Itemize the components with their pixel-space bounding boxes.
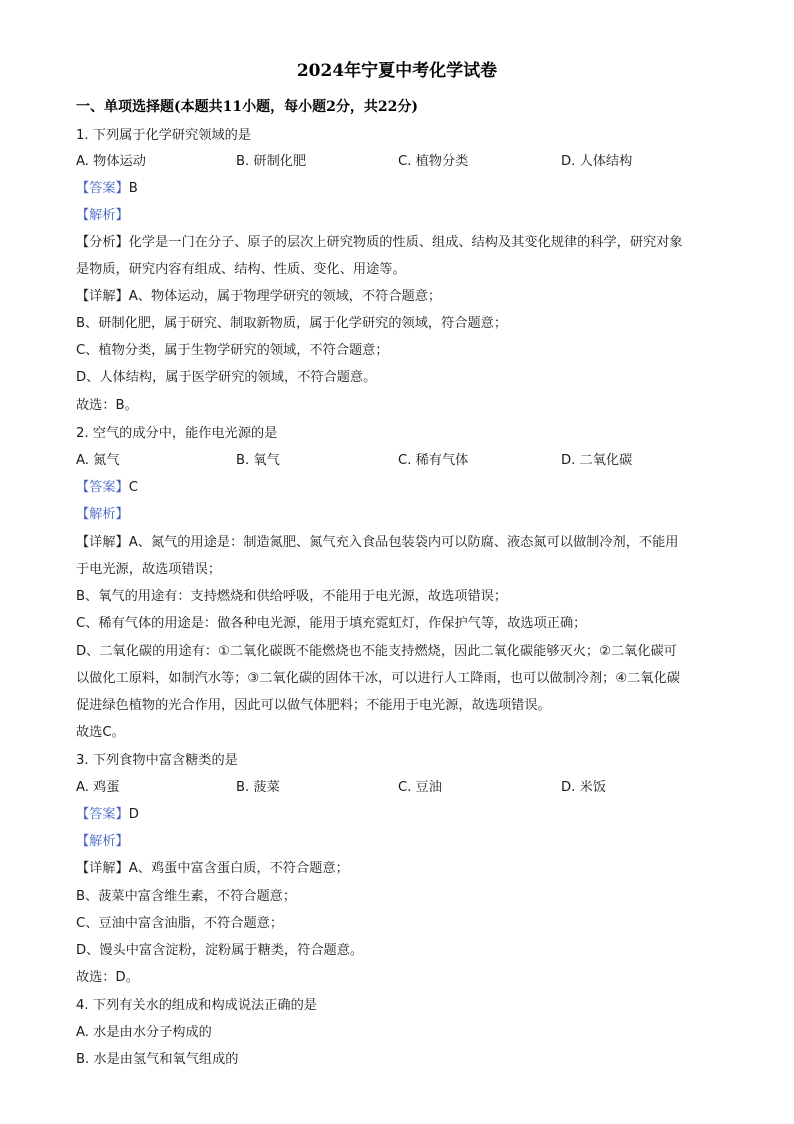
question-3-options: [76, 778, 726, 798]
xiangjie-tag: 【详解】: [76, 289, 129, 304]
detail-text: A、物体运动，属于物理学研究的领域，不符合题意；: [128, 289, 442, 304]
q2-analysis-tag: 【解析】: [76, 507, 129, 522]
q3-detail-d: D、馒头中富含淀粉，淀粉属于糖类，符合题意。: [76, 943, 364, 958]
q1-analysis-tag: 【解析】: [76, 208, 129, 223]
detail-text: A、氮气的用途是：制造氮肥、氮气充入食品包装袋内可以防腐、液态氮可以做制冷剂，不能用: [128, 535, 679, 550]
q2-detail-a1: [76, 533, 726, 553]
q1-option-d: D. 人体结构: [561, 154, 633, 169]
fenxi-tag: 【分析】: [76, 235, 129, 250]
page-title: 2024年宁夏中考化学试卷: [296, 61, 498, 81]
q2-conclusion: 故选C。: [76, 725, 125, 740]
q3-analysis-tag: 【解析】: [76, 834, 129, 849]
answer-value: B: [128, 181, 138, 196]
section-heading: 一、单项选择题(本题共11小题，每小题2分，共22分): [76, 99, 418, 115]
q1-detail-d: D、人体结构，属于医学研究的领域，不符合题意。: [76, 370, 377, 385]
question-1-stem: 1. 下列属于化学研究领域的是: [76, 128, 252, 143]
q1-detail-a: [76, 287, 726, 307]
q2-detail-d1: D、二氧化碳的用途有：①二氧化碳既不能燃烧也不能支持燃烧，因此二氧化碳能够灭火；②二氧化碳可: [76, 644, 677, 659]
question-2-stem: 2. 空气的成分中，能作电光源的是: [76, 426, 278, 441]
q3-option-b: B. 菠菜: [236, 780, 280, 795]
q4-option-a: A. 水是由水分子构成的: [76, 1025, 212, 1040]
question-3-stem: 3. 下列食物中富含糖类的是: [76, 753, 238, 768]
q1-option-b: B. 研制化肥: [236, 154, 307, 169]
q1-detail-c: C、植物分类，属于生物学研究的领域，不符合题意；: [76, 343, 389, 358]
q3-detail-c: C、豆油中富含油脂，不符合题意；: [76, 916, 284, 931]
q3-detail-b: B、菠菜中富含维生素，不符合题意；: [76, 889, 297, 904]
q2-detail-c: C、稀有气体的用途是：做各种电光源，能用于填充霓虹灯，作保护气等，故选项正确；: [76, 616, 587, 631]
q2-option-c: C. 稀有气体: [398, 453, 469, 468]
q3-option-d: D. 米饭: [561, 780, 606, 795]
q1-fenxi-line1: [76, 233, 726, 253]
q3-answer: [76, 805, 726, 825]
question-4-stem: 4. 下列有关水的组成和构成说法正确的是: [76, 998, 317, 1013]
q1-fenxi-line2: 是物质，研究内容有组成、结构、性质、变化、用途等。: [76, 262, 406, 277]
question-1-options: [76, 152, 726, 172]
q3-detail-a: [76, 859, 726, 879]
q1-answer: [76, 179, 726, 199]
q3-option-a: A. 鸡蛋: [76, 780, 120, 795]
q2-detail-d2: 以做化工原料，如制汽水等；③二氧化碳的固体干冰，可以进行人工降雨，也可以做制冷剂；④二氧化碳: [76, 671, 680, 686]
q2-option-d: D. 二氧化碳: [561, 453, 633, 468]
q2-detail-b: B、氧气的用途有：支持燃烧和供给呼吸，不能用于电光源，故选项错误；: [76, 589, 508, 604]
answer-value: D: [128, 807, 139, 822]
answer-tag: 【答案】: [76, 807, 129, 822]
question-2-options: [76, 451, 726, 471]
q2-option-b: B. 氧气: [236, 453, 280, 468]
q1-option-c: C. 植物分类: [398, 154, 469, 169]
q3-option-c: C. 豆油: [398, 780, 442, 795]
q1-detail-b: B、研制化肥，属于研究、制取新物质，属于化学研究的领域，符合题意；: [76, 316, 508, 331]
q1-conclusion: 故选：B。: [76, 398, 138, 413]
q2-answer: [76, 478, 726, 498]
xiangjie-tag: 【详解】: [76, 535, 129, 550]
q1-option-a: A. 物体运动: [76, 154, 146, 169]
answer-tag: 【答案】: [76, 181, 129, 196]
q3-conclusion: 故选：D。: [76, 970, 139, 985]
detail-text: A、鸡蛋中富含蛋白质，不符合题意；: [128, 861, 349, 876]
q4-option-b: B. 水是由氢气和氧气组成的: [76, 1052, 239, 1067]
answer-value: C: [128, 480, 138, 495]
xiangjie-tag: 【详解】: [76, 861, 129, 876]
q2-detail-a2: 于电光源，故选项错误；: [76, 562, 222, 577]
q2-detail-d3: 促进绿色植物的光合作用，因此可以做气体肥料；不能用于电光源，故选项错误。: [76, 698, 551, 713]
answer-tag: 【答案】: [76, 480, 129, 495]
q2-option-a: A. 氮气: [76, 453, 120, 468]
fenxi-text: 化学是一门在分子、原子的层次上研究物质的性质、组成、结构及其变化规律的科学，研究对象: [128, 235, 683, 250]
